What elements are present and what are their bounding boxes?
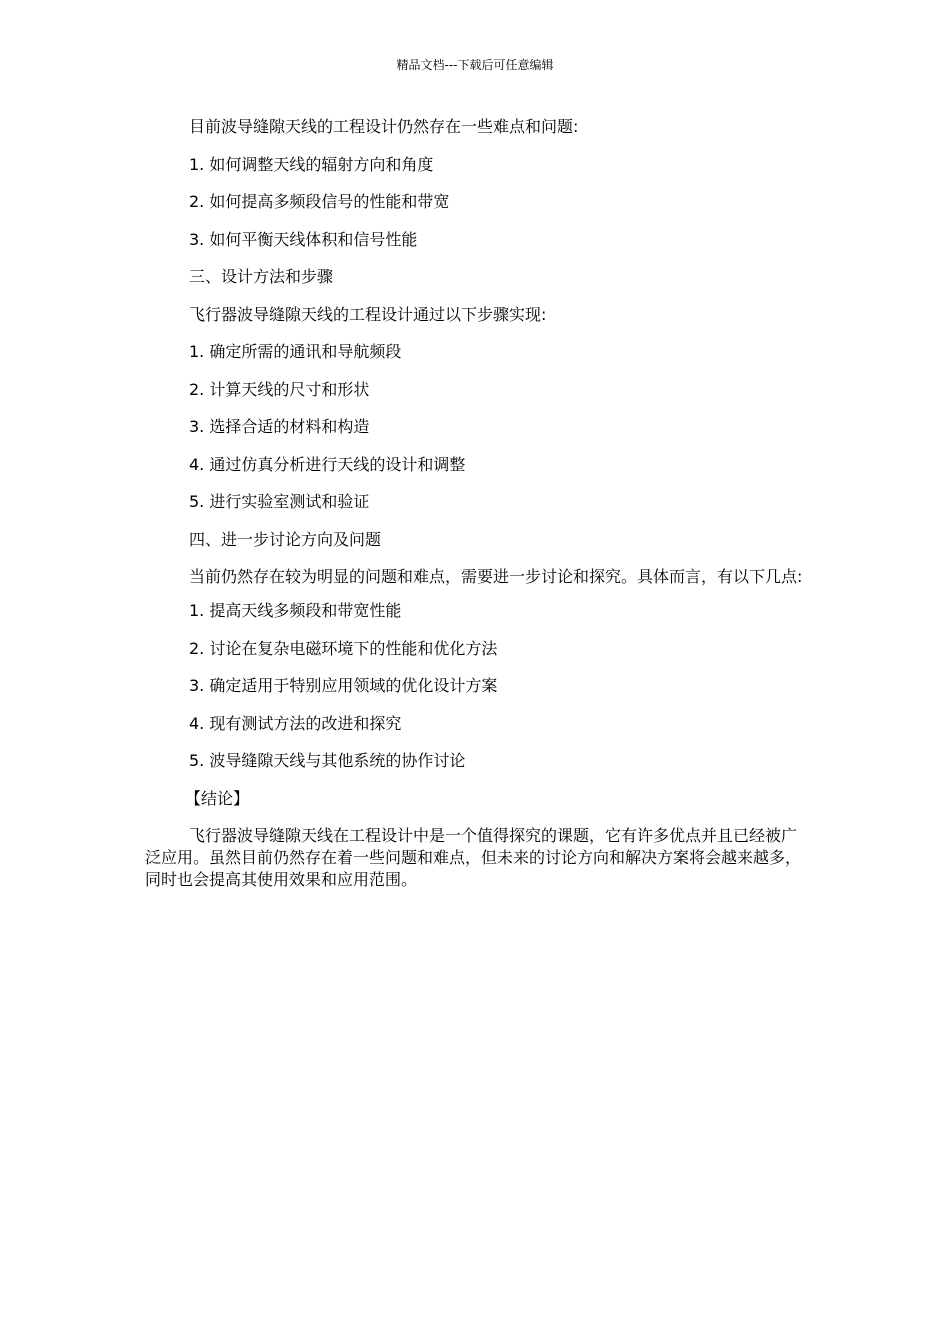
list-item: 4. 现有测试方法的改进和探究 [189, 713, 402, 733]
section-heading-further-discussion: 四、进一步讨论方向及问题 [189, 529, 382, 549]
list-item: 3. 选择合适的材料和构造 [189, 417, 370, 436]
list-item: 2. 如何提高多频段信号的性能和带宽 [189, 192, 450, 211]
paragraph-current-problems: 当前仍然存在较为明显的问题和难点，需要进一步讨论和探究。具体而言，有以下几点: [189, 567, 803, 586]
list-item: 3. 确定适用于特别应用领域的优化设计方案 [189, 676, 498, 695]
page-header: 精品文档---下载后可任意编辑 [396, 58, 554, 72]
document-body [145, 116, 807, 891]
list-item: 1. 确定所需的通讯和导航频段 [189, 342, 402, 361]
list-item: 3. 如何平衡天线体积和信号性能 [189, 229, 418, 249]
paragraph-intro-difficulties: 目前波导缝隙天线的工程设计仍然存在一些难点和问题: [189, 117, 579, 136]
list-item: 2. 讨论在复杂电磁环境下的性能和优化方法 [189, 638, 498, 658]
section-heading-design-methods: 三、设计方法和步骤 [189, 267, 334, 286]
paragraph-design-steps-intro: 飞行器波导缝隙天线的工程设计通过以下步骤实现: [189, 304, 547, 324]
list-item: 4. 通过仿真分析进行天线的设计和调整 [189, 454, 466, 474]
conclusion-heading: 【结论】 [185, 788, 250, 808]
list-item: 5. 进行实验室测试和验证 [189, 492, 370, 511]
list-item: 5. 波导缝隙天线与其他系统的协作讨论 [189, 751, 466, 770]
paragraph-conclusion: 飞行器波导缝隙天线在工程设计中是一个值得探究的课题，它有许多优点并且已经被广泛应用。虽然目前仍然存在着一些问题和难点，但未来的讨论方向和解决方案将会越来越多，同时也会提高其使用效果和应用范围。 [145, 826, 802, 889]
list-item: 2. 计算天线的尺寸和形状 [189, 379, 370, 399]
list-item: 1. 如何调整天线的辐射方向和角度 [189, 154, 434, 174]
list-item: 1. 提高天线多频段和带宽性能 [189, 601, 402, 620]
